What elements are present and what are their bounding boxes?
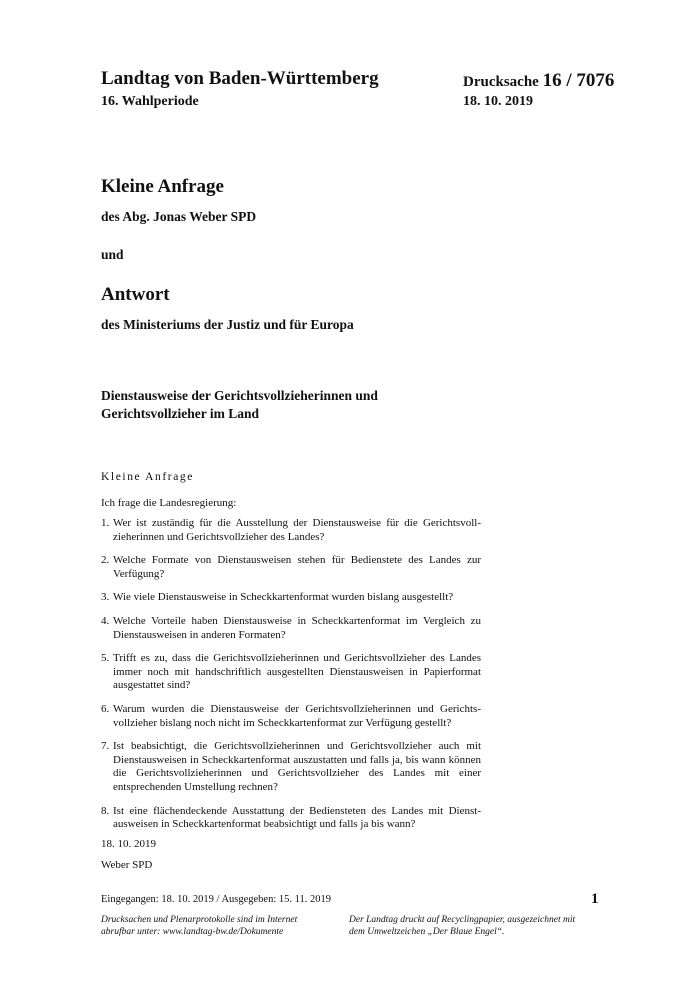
question-number: 3. — [101, 591, 110, 604]
antwort-heading: Antwort — [101, 284, 170, 305]
subject-title: Dienstausweise der Gerichtsvollzieherinnen und Gerichtsvollzieher im Land — [101, 388, 378, 421]
question-item — [101, 517, 481, 544]
question-number: 8. — [101, 804, 110, 817]
question-item — [101, 740, 481, 794]
drucksache-label: Drucksache — [463, 74, 539, 90]
received-issued-line: Eingegangen: 18. 10. 2019 / Ausgegeben: 15. 11. 2019 — [101, 894, 331, 905]
question-item — [101, 591, 481, 605]
intro-text: Ich frage die Landesregierung: — [101, 497, 237, 509]
footer-note-internet: Drucksachen und Plenarprotokolle sind im Internet abrufbar unter: www.landtag-bw.de/Dokumente — [101, 915, 298, 937]
question-item — [101, 554, 481, 581]
kleine-anfrage-heading: Kleine Anfrage — [101, 176, 224, 197]
author-line: des Abg. Jonas Weber SPD — [101, 209, 257, 224]
question-number: 6. — [101, 702, 110, 715]
question-list — [101, 517, 481, 842]
question-number: 4. — [101, 614, 110, 627]
question-text: Welche Formate von Dienstausweisen stehen für Bedienstete des Landes zur Verfügung? — [113, 554, 481, 580]
ministry-line: des Ministeriums der Justiz und für Europa — [101, 317, 354, 332]
page-number: 1 — [591, 891, 599, 907]
question-item — [101, 703, 481, 730]
question-number: 5. — [101, 652, 110, 665]
question-text: Warum wurden die Dienstausweise der Gerichtsvollzieherinnen und Gerichtsvollzieher bislang noch nicht im Scheckkartenformat zur Verfügung gestellt? — [113, 702, 481, 729]
parliament-name: Landtag von Baden-Württemberg — [101, 68, 379, 89]
question-text: Wer ist zuständig für die Ausstellung der Dienstausweise für die Gerichtsvollzieherinnen und Gerichtsvollzieher des Landes? — [113, 517, 481, 543]
legislative-period: 16. Wahlperiode — [101, 94, 199, 109]
question-text: Ist eine flächendeckende Ausstattung der Bediensteten des Landes mit Dienstausweisen in Scheckkartenformat beabsichtigt und falls ja bis wann? — [113, 804, 481, 831]
question-text: Trifft es zu, dass die Gerichtsvollzieherinnen und Gerichtsvollzieher des Landes immer noch mit handschriftlich ausgestellten Dienstausweisen in Papierformat ausgestattet sind? — [113, 652, 481, 692]
signature: Weber SPD — [101, 859, 153, 871]
question-item — [101, 805, 481, 832]
header-date: 18. 10. 2019 — [463, 94, 533, 109]
question-number: 2. — [101, 554, 110, 567]
question-item — [101, 615, 481, 642]
drucksache — [463, 70, 614, 92]
question-text: Welche Vorteile haben Dienstausweise in Scheckkartenformat im Vergleich zu Dienstausweisen in anderen Formaten? — [113, 614, 481, 641]
drucksache-number: 16 / 7076 — [542, 70, 615, 91]
und-line: und — [101, 247, 124, 262]
question-text: Ist beabsichtigt, die Gerichtsvollzieherinnen und Gerichtsvollzieher auch mit Dienstausweisen in Scheckkartenformat auszustatten und falls ja, bis wann können die Gerichtsvollzieherinnen und Gerichtsvollzieher des Landes mit einer entsprechenden Umstellung rechnen? — [113, 740, 481, 793]
closing-date: 18. 10. 2019 — [101, 838, 156, 850]
question-item — [101, 652, 481, 693]
question-text: Wie viele Dienstausweise in Scheckkartenformat wurden bislang ausgestellt? — [113, 591, 454, 604]
section-label: Kleine Anfrage — [101, 471, 194, 483]
question-number: 1. — [101, 517, 110, 529]
question-number: 7. — [101, 740, 110, 753]
footer-note-recycling: Der Landtag druckt auf Recyclingpapier, ausgezeichnet mit dem Umweltzeichen „Der Blaue Engel“. — [349, 915, 576, 937]
